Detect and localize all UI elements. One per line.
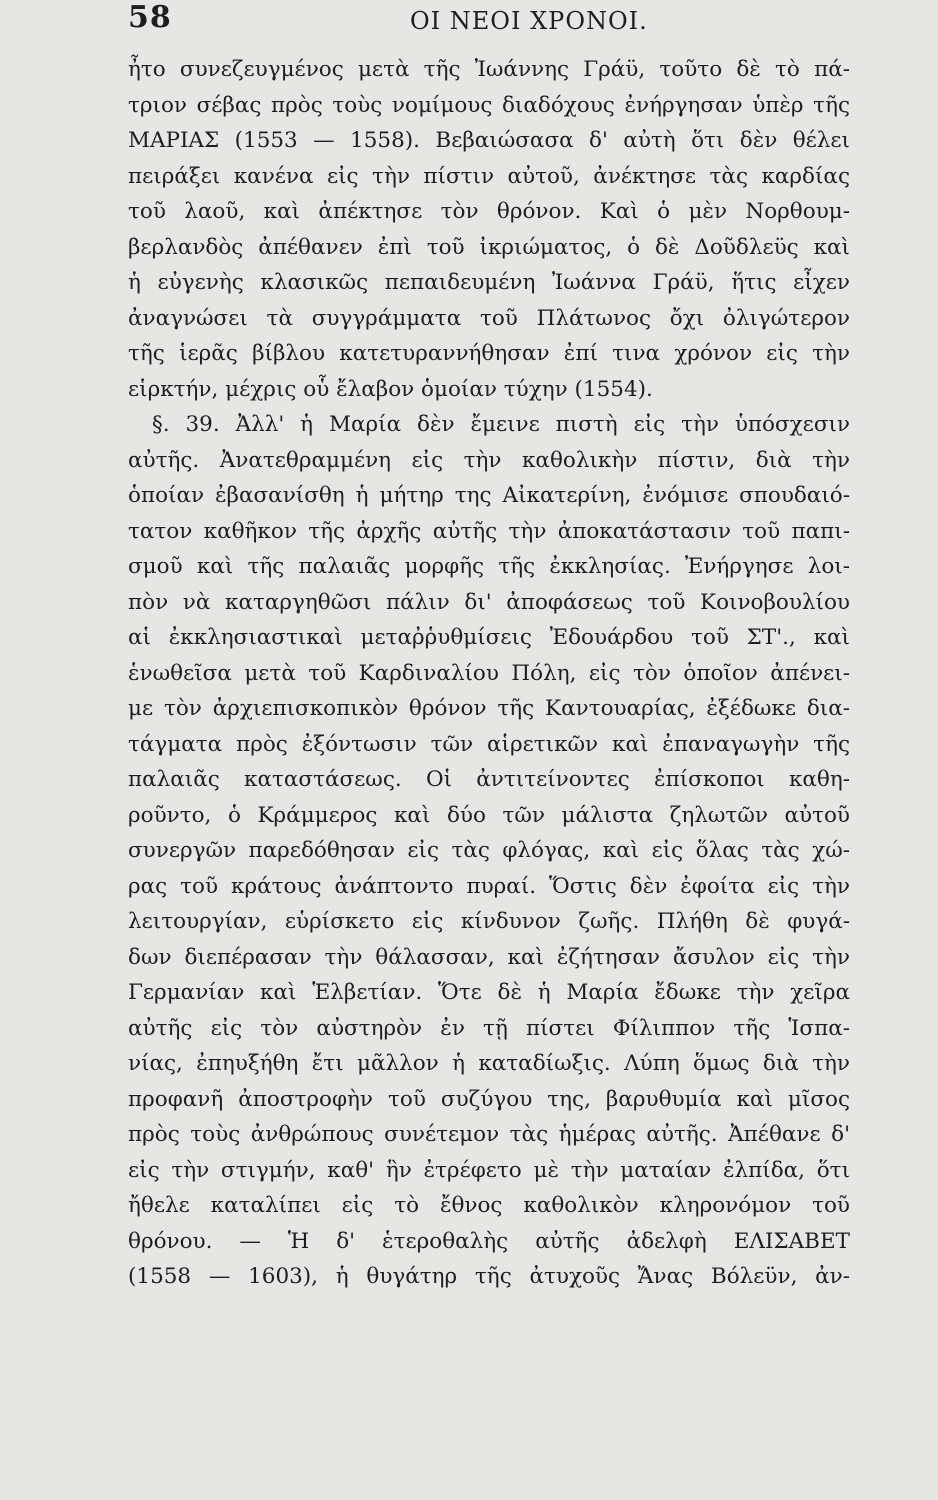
text-line: πρὸς τοὺς ἀνθρώπους συνέτεμον τὰς ἡμέρας αὐτῆς. Ἀπέθανε δ' bbox=[128, 1122, 850, 1147]
text-line: τριον σέβας πρὸς τοὺς νομίμους διαδόχους ἐνήργησαν ὑπὲρ τῆς bbox=[128, 92, 850, 118]
text-line: σμοῦ καὶ τῆς παλαιᾶς μορφῆς τῆς ἐκκλησίας. Ἐνήργησε λοι- bbox=[128, 554, 850, 579]
text-line: τοῦ λαοῦ, καὶ ἀπέκτησε τὸν θρόνον. Καὶ ὁ μὲν Νορθουμ- bbox=[128, 199, 850, 224]
text-line: αὐτῆς εἰς τὸν αὐστηρὸν ἐν τῇ πίστει Φίλιππον τῆς Ἱσπα- bbox=[128, 1015, 850, 1041]
text-line: τῆς ἱερᾶς βίβλου κατετυραννήθησαν ἐπί τινα χρόνον εἰς τὴν bbox=[128, 341, 850, 366]
text-line: παλαιᾶς καταστάσεως. Οἱ ἀντιτείνοντες ἐπίσκοποι καθη- bbox=[128, 767, 850, 792]
text-line: ἀναγνώσει τὰ συγγράμματα τοῦ Πλάτωνος ὄχι ὀλιγώτερον bbox=[128, 305, 850, 331]
text-line: ὁποίαν ἐβασανίσθη ἡ μήτηρ της Αἰκατερίνη, ἐνόμισε σπουδαιό- bbox=[128, 483, 850, 508]
page-header bbox=[128, 0, 848, 40]
text-line: εἰς τὴν στιγμήν, καθ' ἣν ἐτρέφετο μὲ τὴν ματαίαν ἐλπίδα, ὅτι bbox=[128, 1157, 850, 1183]
section-heading-line: §. 39. Ἀλλ' ἡ Μαρία δὲν ἔμεινε πιστὴ εἰς τὴν ὑπόσχεσιν bbox=[152, 412, 850, 437]
text-line: ρας τοῦ κράτους ἀνάπτοντο πυραί. Ὅστις δὲν ἐφοίτα εἰς τὴν bbox=[128, 873, 850, 899]
text-line: πειράξει κανένα εἰς τὴν πίστιν αὐτοῦ, ἀνέκτησε τὰς καρδίας bbox=[128, 163, 850, 189]
text-line: ἡ εὐγενὴς κλασικῶς πεπαιδευμένη Ἰωάννα Γράϋ, ἥτις εἶχεν bbox=[128, 270, 850, 295]
text-line: δων διεπέρασαν τὴν θάλασσαν, καὶ ἐζήτησαν ἄσυλον εἰς τὴν bbox=[128, 944, 850, 970]
text-line: ΜΑΡΙΑΣ (1553 — 1558). Βεβαιώσασα δ' αὐτὴ ὅτι δὲν θέλει bbox=[128, 128, 850, 153]
text-line: βερλανδὸς ἀπέθανεν ἐπὶ τοῦ ἰκριώματος, ὁ δὲ Δοῦδλεϋς καὶ bbox=[128, 234, 850, 260]
text-line: προφανῆ ἀποστροφὴν τοῦ συζύγου της, βαρυθυμία καὶ μῖσος bbox=[128, 1086, 850, 1112]
text-line: πὸν νὰ καταργηθῶσι πάλιν δι' ἀποφάσεως τοῦ Κοινοβουλίου bbox=[128, 589, 850, 615]
text-line: λειτουργίαν, εὑρίσκετο εἰς κίνδυνον ζωῆς. Πλήθη δὲ φυγά- bbox=[128, 909, 850, 934]
text-line: αὐτῆς. Ἀνατεθραμμένη εἰς τὴν καθολικὴν πίστιν, διὰ τὴν bbox=[128, 447, 850, 473]
text-line: συνεργῶν παρεδόθησαν εἰς τὰς φλόγας, καὶ εἰς ὅλας τὰς χώ- bbox=[128, 838, 850, 863]
text-line: νίας, ἐπηυξήθη ἔτι μᾶλλον ἡ καταδίωξις. Λύπη ὅμως διὰ τὴν bbox=[128, 1051, 850, 1076]
text-line: θρόνου. — Ἡ δ' ἑτεροθαλὴς αὐτῆς ἀδελφὴ ΕΛΙΣΑΒΕΤ bbox=[128, 1228, 850, 1254]
text-line: Γερμανίαν καὶ Ἑλβετίαν. Ὅτε δὲ ἡ Μαρία ἔδωκε τὴν χεῖρα bbox=[128, 980, 850, 1005]
running-head: ΟΙ ΝΕΟΙ ΧΡΟΝΟΙ. bbox=[410, 7, 648, 35]
text-line: εἱρκτήν, μέχρις οὗ ἔλαβον ὁμοίαν τύχην (1554). bbox=[128, 376, 653, 402]
text-line: τάγματα πρὸς ἐξόντωσιν τῶν αἱρετικῶν καὶ ἐπαναγωγὴν τῆς bbox=[128, 731, 850, 757]
text-line: ροῦντο, ὁ Κράμμερος καὶ δύο τῶν μάλιστα ζηλωτῶν αὐτοῦ bbox=[128, 802, 850, 828]
page-number: 58 bbox=[128, 0, 172, 35]
text-line: ἤθελε καταλίπει εἰς τὸ ἔθνος καθολικὸν κληρονόμον τοῦ bbox=[128, 1193, 850, 1218]
text-line: ἦτο συνεζευγμένος μετὰ τῆς Ἰωάννης Γράϋ, τοῦτο δὲ τὸ πά- bbox=[128, 57, 850, 82]
text-line: (1558 — 1603), ἡ θυγάτηρ τῆς ἀτυχοῦς Ἄνας Βόλεϋν, ἀν- bbox=[128, 1264, 850, 1289]
body-text bbox=[128, 52, 850, 1295]
text-line: ἑνωθεῖσα μετὰ τοῦ Καρδιναλίου Πόλη, εἰς τὸν ὁποῖον ἀπένει- bbox=[128, 660, 850, 686]
text-line: με τὸν ἀρχιεπισκοπικὸν θρόνον τῆς Καντουαρίας, ἐξέδωκε δια- bbox=[128, 696, 850, 721]
text-line: αἱ ἐκκλησιαστικαὶ μεταῤῥυθμίσεις Ἐδουάρδου τοῦ ΣΤ'., καὶ bbox=[128, 625, 850, 650]
text-line: τατον καθῆκον τῆς ἀρχῆς αὐτῆς τὴν ἀποκατάστασιν τοῦ παπι- bbox=[128, 518, 850, 544]
